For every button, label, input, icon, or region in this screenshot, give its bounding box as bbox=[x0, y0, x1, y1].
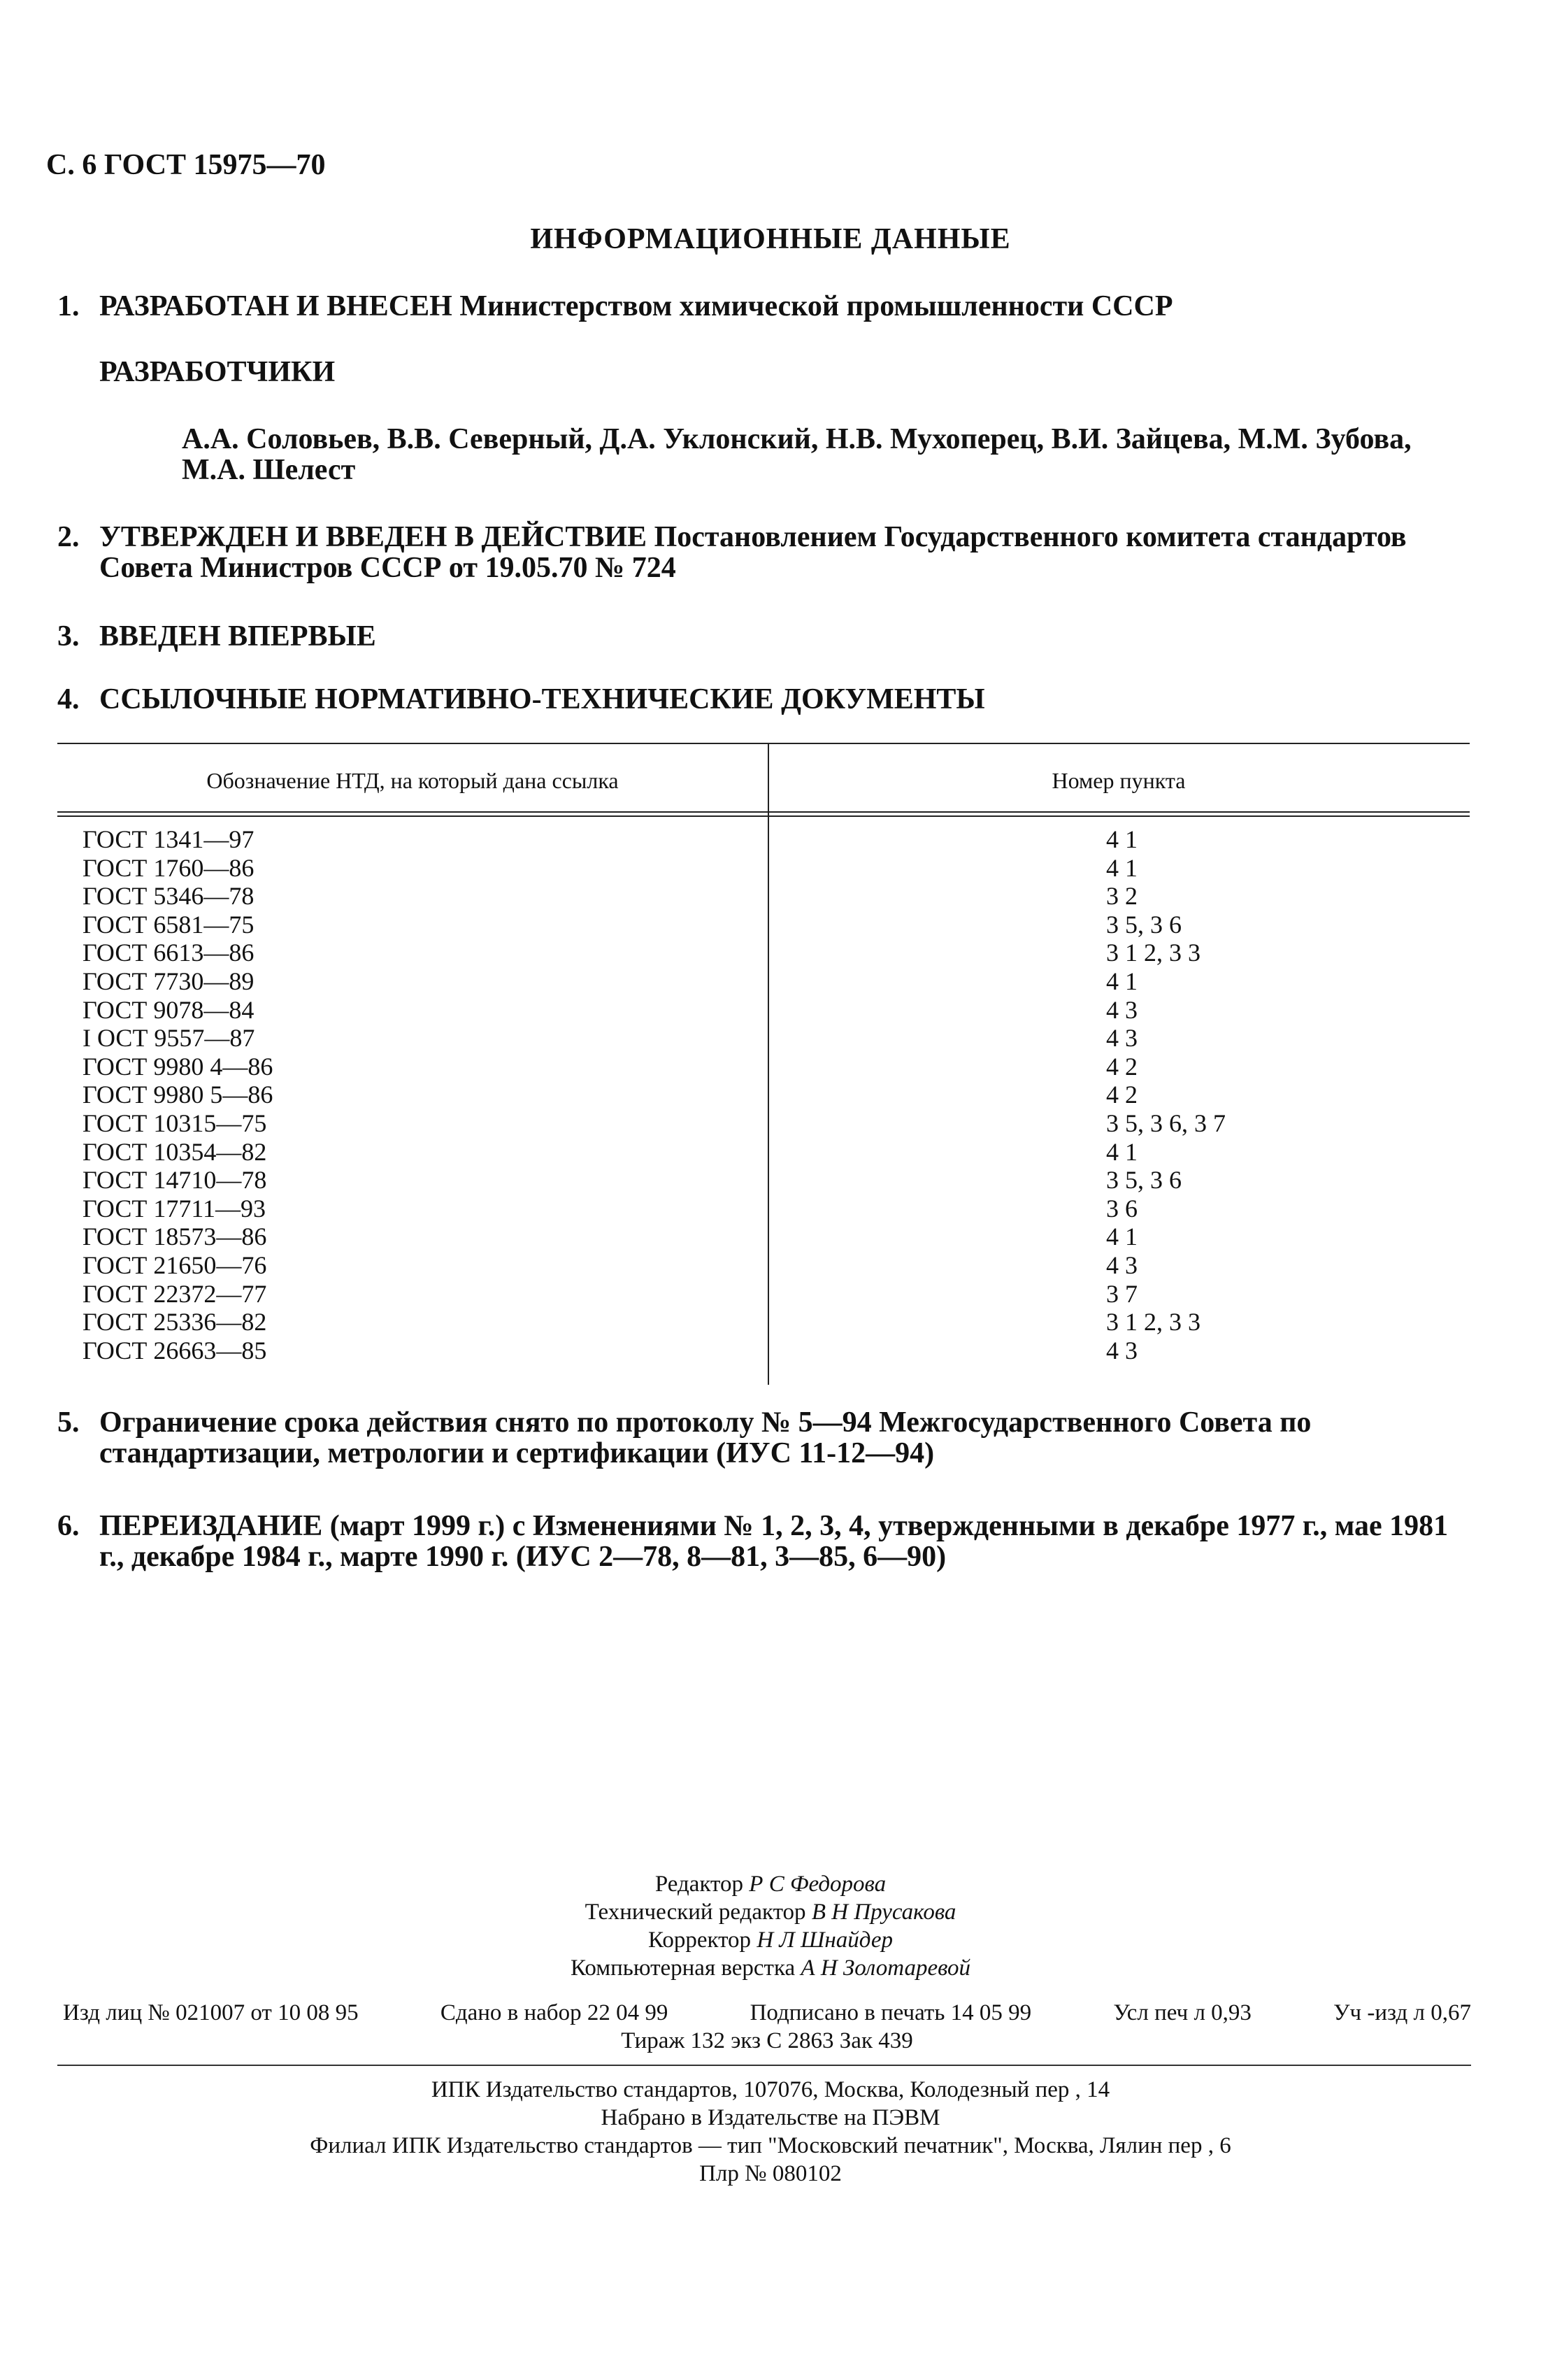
table-row bbox=[57, 967, 1470, 996]
table-cell-document: I ОСТ 9557—87 bbox=[83, 1024, 255, 1053]
table-row bbox=[57, 854, 1470, 883]
table-cell-clause: 4 1 bbox=[1106, 1137, 1138, 1166]
item-4 bbox=[57, 684, 1471, 715]
table-row bbox=[57, 1280, 1470, 1309]
item-3-number: 3. bbox=[57, 620, 80, 653]
item-4-number: 4. bbox=[57, 683, 80, 715]
table-cell-document: ГОСТ 10354—82 bbox=[83, 1137, 267, 1166]
table-row bbox=[57, 939, 1470, 967]
table-cell-clause: 4 2 bbox=[1106, 1081, 1138, 1109]
table-cell-clause: 4 3 bbox=[1106, 1250, 1138, 1279]
item-5-number: 5. bbox=[57, 1406, 80, 1439]
table-cell-clause: 3 7 bbox=[1106, 1279, 1138, 1308]
credit-editor-label: Редактор bbox=[654, 1872, 744, 1897]
table-cell-clause: 3 6 bbox=[1106, 1194, 1138, 1223]
table-cell-clause: 3 5, 3 6, 3 7 bbox=[1106, 1109, 1226, 1137]
table-cell-document: ГОСТ 21650—76 bbox=[83, 1250, 267, 1279]
reference-table bbox=[57, 743, 1470, 1385]
table-row bbox=[57, 911, 1470, 939]
credit-tech-editor-name: В Н Прусакова bbox=[811, 1900, 956, 1925]
item-3 bbox=[57, 621, 1471, 652]
item-6-bold: ПЕРЕИЗДАНИЕ bbox=[99, 1510, 323, 1542]
table-cell-clause: 4 3 bbox=[1106, 995, 1138, 1024]
table-cell-document: ГОСТ 6613—86 bbox=[83, 939, 255, 967]
table-cell-document: ГОСТ 25336—82 bbox=[83, 1308, 267, 1337]
table-row bbox=[57, 1337, 1470, 1365]
table-header-rule bbox=[57, 811, 1470, 813]
publisher-line-2: Набрано в Издательстве на ПЭВМ bbox=[601, 2105, 940, 2130]
credit-corrector-name: Н Л Шнайдер bbox=[757, 1927, 894, 1953]
credit-layout-label: Компьютерная верстка bbox=[571, 1955, 796, 1981]
table-row bbox=[57, 1223, 1470, 1251]
item-2 bbox=[57, 522, 1471, 583]
table-cell-clause: 3 2 bbox=[1106, 882, 1138, 911]
publisher-line-3: Филиал ИПК Издательство стандартов — тип "Московский печатник", Москва, Лялин пер , 6 bbox=[310, 2133, 1231, 2158]
table-cell-document: ГОСТ 17711—93 bbox=[83, 1194, 266, 1223]
item-3-text: ВВЕДЕН ВПЕРВЫЕ bbox=[99, 620, 376, 653]
publisher-line-1: ИПК Издательство стандартов, 107076, Москва, Колодезный пер , 14 bbox=[431, 2077, 1110, 2102]
item-6 bbox=[57, 1511, 1471, 1572]
table-row bbox=[57, 996, 1470, 1025]
table-cell-document: ГОСТ 1341—97 bbox=[83, 825, 255, 853]
table-cell-document: ГОСТ 6581—75 bbox=[83, 910, 255, 939]
item-1-text: Министерством химической промышленности СССР bbox=[452, 290, 1173, 322]
table-cell-clause: 3 5, 3 6 bbox=[1106, 910, 1182, 939]
table-cell-document: ГОСТ 14710—78 bbox=[83, 1166, 267, 1195]
credit-editor bbox=[0, 1870, 1541, 1898]
table-cell-document: ГОСТ 5346—78 bbox=[83, 882, 255, 911]
table-cell-document: ГОСТ 9078—84 bbox=[83, 995, 255, 1024]
table-cell-clause: 4 3 bbox=[1106, 1024, 1138, 1053]
table-row bbox=[57, 825, 1470, 854]
table-cell-document: ГОСТ 9980 4—86 bbox=[83, 1052, 273, 1081]
item-2-text: Постановлением Государственного комитета стандартов Совета Министров СССР от 19.05.70 № 724 bbox=[99, 521, 1407, 584]
table-header-document: Обозначение НТД, на который дана ссылка bbox=[206, 768, 619, 793]
imprint-typeset: Сдано в набор 22 04 99 bbox=[440, 2000, 668, 2025]
table-cell-document: ГОСТ 22372—77 bbox=[83, 1279, 267, 1308]
credit-editor-name: Р С Федорова bbox=[749, 1872, 887, 1897]
table-row bbox=[57, 1251, 1470, 1280]
table-row bbox=[57, 1053, 1470, 1081]
page-header: С. 6 ГОСТ 15975—70 bbox=[46, 149, 326, 181]
table-cell-clause: 4 3 bbox=[1106, 1336, 1138, 1364]
item-2-number: 2. bbox=[57, 521, 80, 553]
table-row bbox=[57, 1024, 1470, 1053]
table-cell-clause: 3 1 2, 3 3 bbox=[1106, 1308, 1200, 1337]
table-cell-document: ГОСТ 18573—86 bbox=[83, 1223, 267, 1251]
credit-corrector-label: Корректор bbox=[647, 1927, 752, 1953]
item-1-bold: РАЗРАБОТАН И ВНЕСЕН bbox=[99, 290, 452, 322]
item-6-text: (март 1999 г.) с Изменениями № 1, 2, 3, 4, утвержденными в декабре 1977 г., мае 1981 г., декабре 1984 г., марте 1990 г. (ИУС 2—78, 8—81, 3—85, 6—90) bbox=[99, 1510, 1449, 1573]
table-top-rule bbox=[57, 743, 1470, 744]
table-header-clause: Номер пункта bbox=[1052, 768, 1186, 793]
item-2-bold: УТВЕРЖДЕН И ВВЕДЕН В ДЕЙСТВИЕ bbox=[99, 521, 647, 553]
credit-layout-name: А Н Золотаревой bbox=[801, 1955, 970, 1981]
developers-label: РАЗРАБОТЧИКИ bbox=[99, 356, 336, 388]
page-title: ИНФОРМАЦИОННЫЕ ДАННЫЕ bbox=[530, 223, 1011, 255]
table-cell-clause: 4 2 bbox=[1106, 1052, 1138, 1081]
table-row bbox=[57, 1308, 1470, 1337]
table-row bbox=[57, 1166, 1470, 1195]
table-body bbox=[57, 825, 1470, 1364]
table-header-rule-double bbox=[57, 815, 1470, 817]
credit-layout bbox=[0, 1954, 1541, 1982]
table-cell-document: ГОСТ 7730—89 bbox=[83, 967, 255, 995]
table-cell-clause: 4 1 bbox=[1106, 825, 1138, 853]
table-row bbox=[57, 882, 1470, 911]
imprint-pub-sheets: Уч -изд л 0,67 bbox=[1333, 2000, 1471, 2025]
table-row bbox=[57, 1138, 1470, 1167]
table-row bbox=[57, 1081, 1470, 1109]
table-cell-clause: 4 1 bbox=[1106, 853, 1138, 882]
item-1 bbox=[57, 291, 1471, 322]
imprint-license: Изд лиц № 021007 от 10 08 95 bbox=[63, 2000, 359, 2025]
publisher-line-4: Плр № 080102 bbox=[699, 2161, 842, 2186]
credit-tech-editor-label: Технический редактор bbox=[585, 1900, 806, 1925]
item-5-text: Ограничение срока действия снято по протоколу № 5—94 Межгосударственного Совета по стандартизации, метрологии и сертификации (ИУС 11-12—94) bbox=[99, 1406, 1312, 1469]
table-cell-document: ГОСТ 9980 5—86 bbox=[83, 1081, 273, 1109]
imprint-run: Тираж 132 экз С 2863 Зак 439 bbox=[621, 2028, 913, 2053]
table-cell-document: ГОСТ 26663—85 bbox=[83, 1336, 267, 1364]
item-4-text: ССЫЛОЧНЫЕ НОРМАТИВНО-ТЕХНИЧЕСКИЕ ДОКУМЕНТЫ bbox=[99, 683, 985, 715]
table-cell-clause: 4 1 bbox=[1106, 967, 1138, 995]
imprint-signed: Подписано в печать 14 05 99 bbox=[750, 2000, 1032, 2025]
table-cell-document: ГОСТ 10315—75 bbox=[83, 1109, 267, 1137]
table-row bbox=[57, 1195, 1470, 1223]
table-row bbox=[57, 1109, 1470, 1138]
developers-list: А.А. Соловьев, В.В. Северный, Д.А. Уклонский, Н.В. Мухоперец, В.И. Зайцева, М.М. Зубова, М.А. Шелест bbox=[182, 423, 1412, 486]
table-cell-clause: 4 1 bbox=[1106, 1223, 1138, 1251]
item-5 bbox=[57, 1407, 1471, 1469]
table-cell-clause: 3 1 2, 3 3 bbox=[1106, 939, 1200, 967]
item-6-number: 6. bbox=[57, 1510, 80, 1542]
imprint-rule bbox=[57, 2065, 1471, 2066]
item-1-number: 1. bbox=[57, 290, 80, 322]
imprint-block bbox=[63, 1999, 1471, 2055]
credit-tech-editor bbox=[0, 1898, 1541, 1926]
credit-corrector bbox=[0, 1926, 1541, 1954]
imprint-print-sheets: Усл печ л 0,93 bbox=[1113, 2000, 1252, 2025]
table-cell-clause: 3 5, 3 6 bbox=[1106, 1166, 1182, 1195]
table-cell-document: ГОСТ 1760—86 bbox=[83, 853, 255, 882]
